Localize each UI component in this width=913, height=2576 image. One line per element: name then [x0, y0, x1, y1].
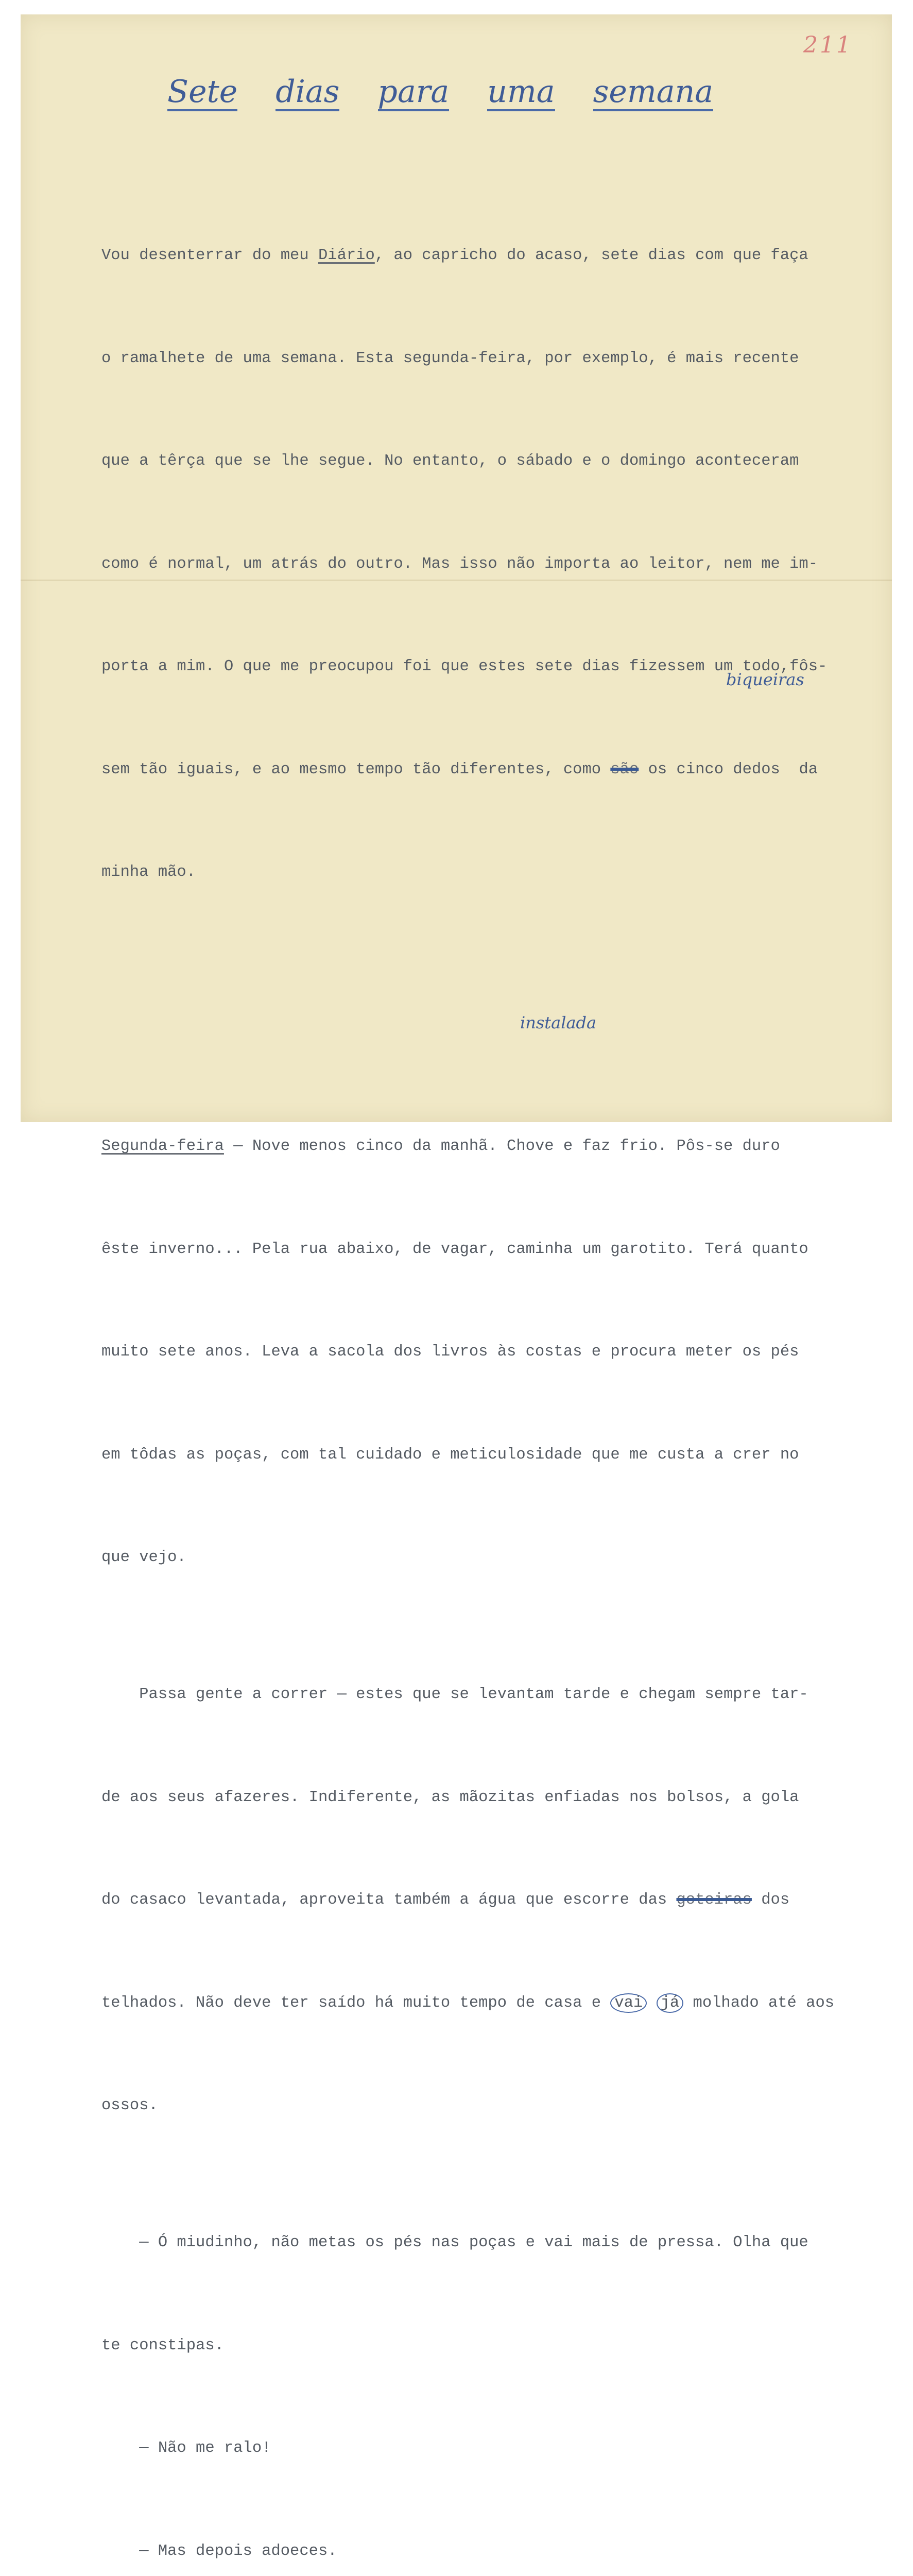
- text-line: em tôdas as poças, com tal cuidado e meticulosidade que me custa a crer no: [101, 1446, 799, 1464]
- text-line: ossos.: [101, 2097, 158, 2114]
- page-number: 211: [803, 32, 853, 58]
- text-line: o ramalhete de uma semana. Esta segunda-feira, por exemplo, é mais recente: [101, 349, 799, 367]
- text-line: Vou desenterrar do meu Diário, ao capricho do acaso, sete dias com que faça: [101, 247, 808, 264]
- text-line: do casaco levantada, aproveita também a água que escorre das goteiras dos: [101, 1891, 790, 1909]
- text-line: minha mão.: [101, 863, 196, 881]
- title-word: uma: [487, 76, 555, 111]
- typed-text: [101, 170, 884, 2576]
- circled-word: já: [657, 1993, 684, 2013]
- title-word: dias: [275, 76, 339, 111]
- title-word: semana: [593, 76, 713, 111]
- text-line: de aos seus afazeres. Indiferente, as mãozitas enfiadas nos bolsos, a gola: [101, 1788, 799, 1806]
- text-line: — Não me ralo!: [101, 2439, 271, 2457]
- title-word: Sete: [167, 76, 237, 111]
- section-label: Segunda-feira: [101, 1138, 224, 1155]
- text-line: muito sete anos. Leva a sacola dos livros às costas e procura meter os pés: [101, 1343, 799, 1361]
- title-word: para: [378, 76, 450, 111]
- struck-word: goteiras: [676, 1891, 752, 1909]
- underlined-word: Diário: [318, 247, 375, 264]
- handwritten-correction: instalada: [520, 1013, 597, 1032]
- circled-word: vai: [610, 1993, 647, 2013]
- text-line: Passa gente a correr — estes que se levantam tarde e chegam sempre tar-: [101, 1686, 808, 1703]
- text-line: Segunda-feira — Nove menos cinco da manhã. Chove e faz frio. Pôs-se duro: [101, 1138, 780, 1155]
- text-line: te constipas.: [101, 2336, 224, 2354]
- struck-word: são: [610, 760, 639, 778]
- text-line: telhados. Não deve ter saído há muito tempo de casa e vai já molhado até aos: [101, 1994, 835, 2012]
- text-line: — Mas depois adoeces.: [101, 2542, 337, 2560]
- text-line: como é normal, um atrás do outro. Mas isso não importa ao leitor, nem me im-: [101, 555, 818, 573]
- text-line: êste inverno... Pela rua abaixo, de vagar, caminha um garotito. Terá quanto: [101, 1240, 808, 1258]
- text-line: que vejo.: [101, 1549, 186, 1566]
- text-line: porta a mim. O que me preocupou foi que estes sete dias fizessem um todo,fôs-: [101, 658, 828, 675]
- handwritten-correction: biqueiras: [726, 670, 804, 689]
- text-line: que a têrça que se lhe segue. No entanto, o sábado e o domingo aconteceram: [101, 452, 799, 470]
- text-line: — Ó miudinho, não metas os pés nas poças e vai mais de pressa. Olha que: [101, 2234, 808, 2251]
- handwritten-title: [167, 76, 713, 111]
- text-line: sem tão iguais, e ao mesmo tempo tão diferentes, como são os cinco dedos da: [101, 760, 818, 778]
- blank-line: [101, 992, 884, 1027]
